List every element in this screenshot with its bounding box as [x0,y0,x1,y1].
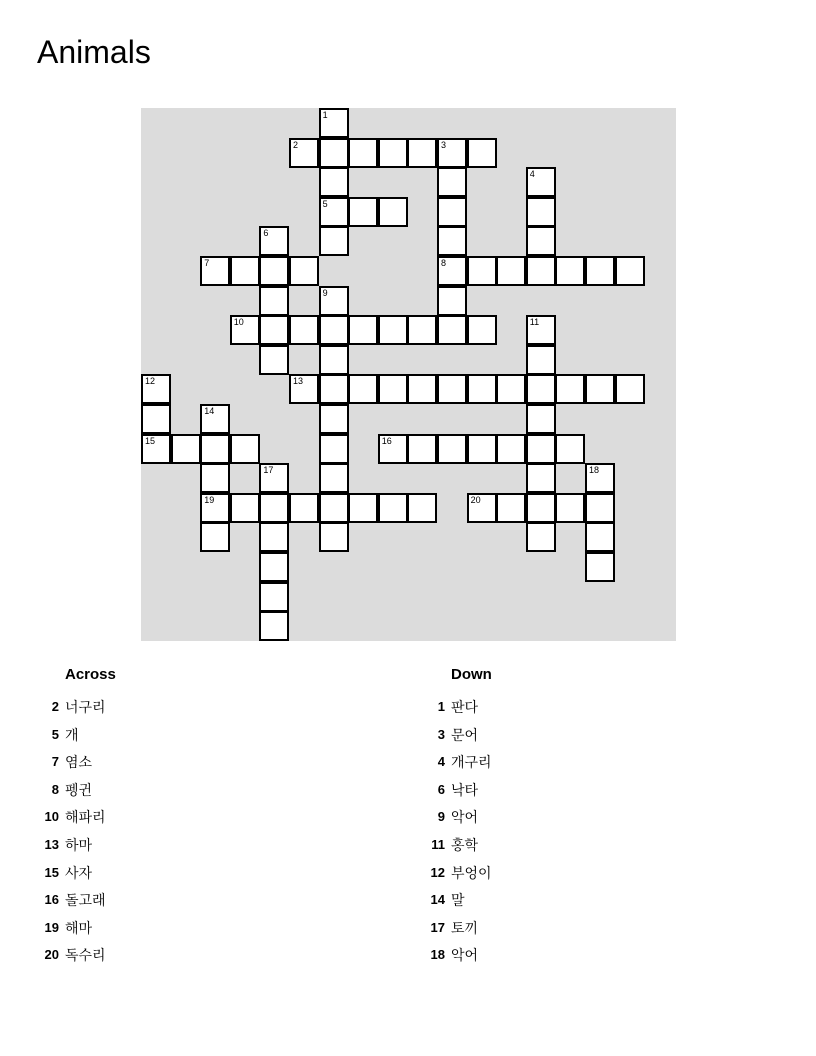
grid-cell[interactable] [319,138,349,168]
clue-number: 7 [51,754,59,770]
clue-text: 독수리 [65,948,106,965]
clue-text: 하마 [65,837,93,854]
clue-number: 19 [44,919,59,935]
grid-cell[interactable] [437,434,467,464]
grid-cell[interactable] [526,493,556,523]
grid-cell[interactable] [230,315,260,345]
clue-number: 10 [44,809,59,825]
grid-cell[interactable] [348,315,378,345]
clue-text: 해마 [65,920,93,937]
clue-number: 2 [293,139,299,150]
clue-number: 13 [293,376,304,387]
clue-number: 9 [437,809,445,825]
grid-cell[interactable] [378,138,408,168]
grid-cell[interactable] [200,493,230,523]
grid-cell[interactable] [259,552,289,582]
grid-cell[interactable] [319,404,349,434]
clue-number: 6 [437,781,445,797]
grid-cell[interactable] [526,256,556,286]
grid-cell[interactable] [319,434,349,464]
grid-cell[interactable] [615,374,645,404]
grid-cell[interactable] [467,256,497,286]
clue-number: 20 [470,494,481,505]
grid-cell[interactable] [378,315,408,345]
grid-cell[interactable] [496,256,526,286]
grid-cell[interactable] [200,256,230,286]
crossword-grid [141,108,676,641]
across-heading: Across [65,666,116,683]
grid-cell[interactable] [319,374,349,404]
down-clue [423,807,723,835]
grid-cell[interactable] [259,611,289,641]
clue-number: 8 [51,781,59,797]
down-clue [423,697,723,725]
grid-cell[interactable] [230,434,260,464]
across-clue [37,725,337,753]
grid-cell[interactable] [230,493,260,523]
down-heading: Down [451,666,492,683]
grid-cell[interactable] [437,197,467,227]
grid-cell[interactable] [171,434,201,464]
clue-text: 해파리 [65,810,106,827]
across-clue [37,890,337,918]
grid-cell[interactable] [526,404,556,434]
grid-cell[interactable] [526,226,556,256]
clue-text: 말 [451,893,465,910]
across-clue [37,780,337,808]
across-clue [37,863,337,891]
clue-text: 염소 [65,755,93,772]
clue-number: 5 [322,198,328,209]
clue-number: 1 [437,699,445,714]
clue-number: 12 [145,376,156,387]
grid-cell[interactable] [585,552,615,582]
grid-cell[interactable] [467,434,497,464]
grid-cell[interactable] [585,522,615,552]
clue-number: 3 [441,139,447,150]
clue-number: 6 [263,228,269,239]
grid-cell[interactable] [526,522,556,552]
clue-number: 18 [430,947,445,963]
down-clue [423,890,723,918]
grid-cell[interactable] [319,345,349,375]
grid-cell[interactable] [230,256,260,286]
across-clue [37,807,337,835]
clue-text: 펭귄 [65,782,93,799]
grid-cell[interactable] [496,434,526,464]
clue-number: 16 [44,892,59,908]
grid-cell[interactable] [378,493,408,523]
down-clue [423,725,723,753]
grid-cell[interactable] [467,315,497,345]
grid-cell[interactable] [585,463,615,493]
clue-text: 너구리 [65,700,106,716]
grid-cell[interactable] [259,493,289,523]
grid-cell[interactable] [555,256,585,286]
clue-number: 10 [233,317,244,328]
grid-cell[interactable] [407,374,437,404]
clue-number: 13 [44,836,59,852]
grid-cell[interactable] [585,256,615,286]
clue-text: 돌고래 [65,893,106,910]
grid-cell[interactable] [319,463,349,493]
grid-cell[interactable] [407,315,437,345]
grid-cell[interactable] [467,374,497,404]
grid-cell[interactable] [141,374,171,404]
clue-number: 14 [204,406,215,416]
grid-cell[interactable] [378,374,408,404]
down-clue [423,752,723,780]
grid-cell[interactable] [437,315,467,345]
clue-text: 낙타 [451,782,479,799]
grid-cell[interactable] [437,167,467,197]
grid-cell[interactable] [378,197,408,227]
clue-text: 토끼 [451,920,479,937]
down-clue [423,835,723,863]
clue-number: 19 [204,494,215,505]
clue-number: 15 [44,864,59,880]
grid-cell[interactable] [407,434,437,464]
grid-cell[interactable] [319,493,349,523]
across-clue-list [37,697,337,973]
grid-cell[interactable] [615,256,645,286]
clue-number: 1 [322,110,328,120]
clue-text: 문어 [451,727,479,744]
clue-number: 15 [145,435,156,446]
grid-cell[interactable] [259,256,289,286]
grid-cell[interactable] [200,434,230,464]
grid-cell[interactable] [200,522,230,552]
grid-cell[interactable] [289,374,319,404]
down-clue [423,918,723,946]
grid-cell[interactable] [289,256,319,286]
grid-cell[interactable] [526,434,556,464]
clue-number: 14 [430,892,445,908]
grid-cell[interactable] [437,226,467,256]
clue-text: 사자 [65,865,93,882]
clue-number: 18 [589,465,600,476]
grid-cell[interactable] [555,374,585,404]
grid-cell[interactable] [289,138,319,168]
clue-number: 8 [441,258,447,268]
across-clue [37,835,337,863]
clue-number: 16 [381,435,392,446]
grid-cell[interactable] [467,493,497,523]
grid-cell[interactable] [259,582,289,612]
grid-cell[interactable] [526,463,556,493]
clue-text: 악어 [451,810,479,827]
grid-cell[interactable] [437,256,467,286]
clue-number: 5 [51,726,59,742]
grid-cell[interactable] [437,138,467,168]
grid-cell[interactable] [526,345,556,375]
grid-cell[interactable] [259,463,289,493]
grid-cell[interactable] [141,404,171,434]
clue-number: 11 [431,836,445,852]
clue-number: 17 [430,919,445,935]
grid-cell[interactable] [526,167,556,197]
across-clue [37,697,337,725]
grid-cell[interactable] [407,493,437,523]
grid-cell[interactable] [200,463,230,493]
clue-number: 12 [430,864,445,880]
grid-cell[interactable] [200,404,230,434]
grid-cell[interactable] [348,374,378,404]
grid-cell[interactable] [585,374,615,404]
grid-cell[interactable] [319,197,349,227]
grid-cell[interactable] [348,138,378,168]
grid-cell[interactable] [289,493,319,523]
grid-cell[interactable] [319,522,349,552]
grid-cell[interactable] [319,108,349,138]
grid-cell[interactable] [378,434,408,464]
grid-cell[interactable] [319,286,349,316]
clue-number: 4 [529,169,535,180]
clue-number: 4 [437,754,445,770]
grid-cell[interactable] [259,315,289,345]
grid-cell[interactable] [319,315,349,345]
grid-cell[interactable] [496,493,526,523]
clue-number: 17 [263,465,274,476]
grid-cell[interactable] [348,493,378,523]
down-clue [423,780,723,808]
clue-number: 3 [437,726,445,742]
grid-cell[interactable] [555,493,585,523]
grid-cell[interactable] [259,522,289,552]
grid-cell[interactable] [555,434,585,464]
grid-cell[interactable] [526,197,556,227]
grid-cell[interactable] [319,167,349,197]
grid-cell[interactable] [585,493,615,523]
grid-cell[interactable] [437,286,467,316]
grid-cell[interactable] [289,315,319,345]
across-clue [37,918,337,946]
grid-cell[interactable] [437,374,467,404]
clue-text: 홍학 [451,837,479,854]
grid-cell[interactable] [348,197,378,227]
clue-text: 판다 [451,700,479,716]
clue-number: 20 [44,947,59,963]
across-clue [37,945,337,973]
grid-cell[interactable] [526,374,556,404]
down-clue [423,945,723,973]
grid-cell[interactable] [407,138,437,168]
grid-cell[interactable] [141,434,171,464]
clue-number: 11 [529,317,540,328]
clue-number: 9 [322,287,328,298]
clue-text: 악어 [451,948,479,965]
across-clue [37,752,337,780]
clue-text: 개 [65,727,79,744]
page-title: Animals [37,34,151,70]
down-clue-list [423,697,723,973]
grid-cell[interactable] [467,138,497,168]
grid-cell[interactable] [319,226,349,256]
clue-text: 부엉이 [451,865,492,882]
clue-text: 개구리 [451,755,492,772]
grid-cell[interactable] [526,315,556,345]
grid-cell[interactable] [496,374,526,404]
grid-cell[interactable] [259,286,289,316]
clue-number: 7 [204,258,210,268]
down-clue [423,863,723,891]
clue-number: 2 [51,699,59,714]
grid-cell[interactable] [259,345,289,375]
grid-cell[interactable] [259,226,289,256]
